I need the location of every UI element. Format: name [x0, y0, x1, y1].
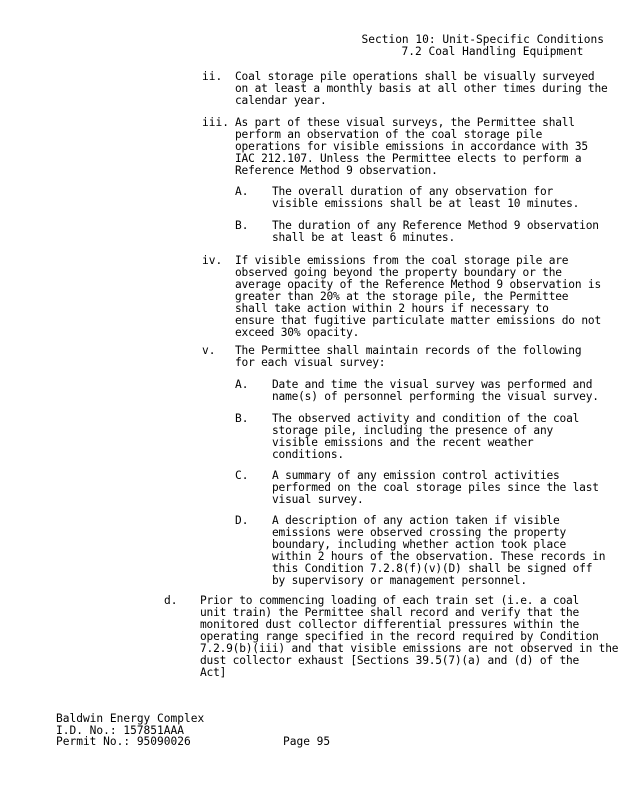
item-v-C-marker: C.	[235, 469, 249, 482]
text-line: calendar year.	[235, 94, 327, 107]
text-line: visible emissions shall be at least 10 minutes.	[272, 197, 580, 210]
text-line: this Condition 7.2.8(f)(v)(D) shall be signed off	[272, 562, 593, 575]
item-v-A-marker: A.	[235, 378, 249, 391]
text-line: A description of any action taken if visible	[272, 514, 560, 527]
text-line: exceed 30% opacity.	[235, 326, 360, 339]
text-line: As part of these visual surveys, the Permittee shall	[235, 116, 575, 129]
text-line: average opacity of the Reference Method 9 observation is	[235, 278, 601, 291]
item-iii-B-text	[272, 220, 599, 244]
text-line: shall be at least 6 minutes.	[272, 231, 455, 244]
text-line: Coal storage pile operations shall be visually surveyed	[235, 70, 595, 83]
text-line: If visible emissions from the coal storage pile are	[235, 254, 569, 267]
item-iii-marker: iii.	[202, 116, 229, 129]
item-ii-text	[235, 71, 608, 107]
text-line: for each visual survey:	[235, 356, 386, 369]
text-line: monitored dust collector differential pressures within the	[200, 618, 580, 631]
item-iii-B-marker: B.	[235, 219, 249, 232]
item-v-A-text	[272, 379, 599, 403]
text-line: dust collector exhaust [Sections 39.5(7)(a) and (d) of the	[200, 654, 580, 667]
text-line: conditions.	[272, 448, 344, 461]
text-line: unit train) the Permittee shall record and verify that the	[200, 606, 580, 619]
text-line: perform an observation of the coal storage pile	[235, 128, 543, 141]
item-iii-A-text	[272, 186, 579, 210]
text-line: The observed activity and condition of the coal	[272, 412, 580, 425]
header-subsection-title: 7.2 Coal Handling Equipment	[401, 44, 584, 58]
text-line: storage pile, including the presence of any	[272, 424, 554, 437]
text-line: Prior to commencing loading of each train set (i.e. a coal	[200, 594, 580, 607]
text-line: Date and time the visual survey was performed and	[272, 378, 593, 391]
text-line: ensure that fugitive particulate matter emissions do not	[235, 314, 601, 327]
text-line: IAC 212.107. Unless the Permittee elects to perform a	[235, 152, 582, 165]
text-line: by supervisory or management personnel.	[272, 574, 527, 587]
item-v-B-marker: B.	[235, 412, 249, 425]
text-line: greater than 20% at the storage pile, the Permittee	[235, 290, 569, 303]
text-line: name(s) of personnel performing the visual survey.	[272, 390, 599, 403]
text-line: within 2 hours of the observation. These records in	[272, 550, 606, 563]
text-line: visual survey.	[272, 493, 364, 506]
text-line: on at least a monthly basis at all other times during the	[235, 82, 608, 95]
item-v-D-marker: D.	[235, 514, 249, 527]
page-header	[362, 34, 604, 57]
footer-facility-name: Baldwin Energy Complex	[56, 712, 205, 725]
item-iii-A-marker: A.	[235, 185, 249, 198]
item-v-C-text	[272, 470, 599, 506]
header-section-title: Section 10: Unit-Specific Conditions	[361, 33, 604, 46]
text-line: The overall duration of any observation for	[272, 185, 554, 198]
footer-permit-number: Permit No.: 95090026	[56, 735, 191, 749]
text-line: shall take action within 2 hours if necessary to	[235, 302, 549, 315]
item-v-marker: v.	[202, 344, 216, 357]
text-line: visible emissions and the recent weather	[272, 436, 534, 449]
item-iv-text	[235, 255, 601, 339]
page-footer	[56, 713, 204, 748]
text-line: Act]	[200, 666, 227, 679]
text-line: The Permittee shall maintain records of the following	[235, 344, 582, 357]
text-line: observed going beyond the property boundary or the	[235, 266, 562, 279]
text-line: boundary, including whether action took place	[272, 538, 567, 551]
item-ii-marker: ii.	[202, 70, 223, 83]
item-d-text	[200, 595, 618, 679]
item-v-B-text	[272, 413, 579, 461]
text-line: performed on the coal storage piles since the last	[272, 481, 599, 494]
item-v-text	[235, 345, 581, 369]
item-iii-text	[235, 117, 588, 177]
text-line: The duration of any Reference Method 9 observation	[272, 219, 599, 232]
item-d-marker: d.	[164, 594, 178, 607]
item-v-D-text	[272, 515, 605, 587]
text-line: Reference Method 9 observation.	[235, 164, 438, 177]
footer-id-number: I.D. No.: 157851AAA	[56, 723, 184, 737]
text-line: operating range specified in the record required by Condition	[200, 630, 599, 643]
text-line: operations for visible emissions in accordance with 35	[235, 140, 588, 153]
text-line: A summary of any emission control activities	[272, 469, 560, 482]
page-number: Page 95	[283, 735, 331, 748]
item-iv-marker: iv.	[202, 254, 223, 267]
text-line: emissions were observed crossing the property	[272, 526, 567, 539]
text-line: 7.2.9(b)(iii) and that visible emissions are not observed in the	[200, 642, 618, 655]
